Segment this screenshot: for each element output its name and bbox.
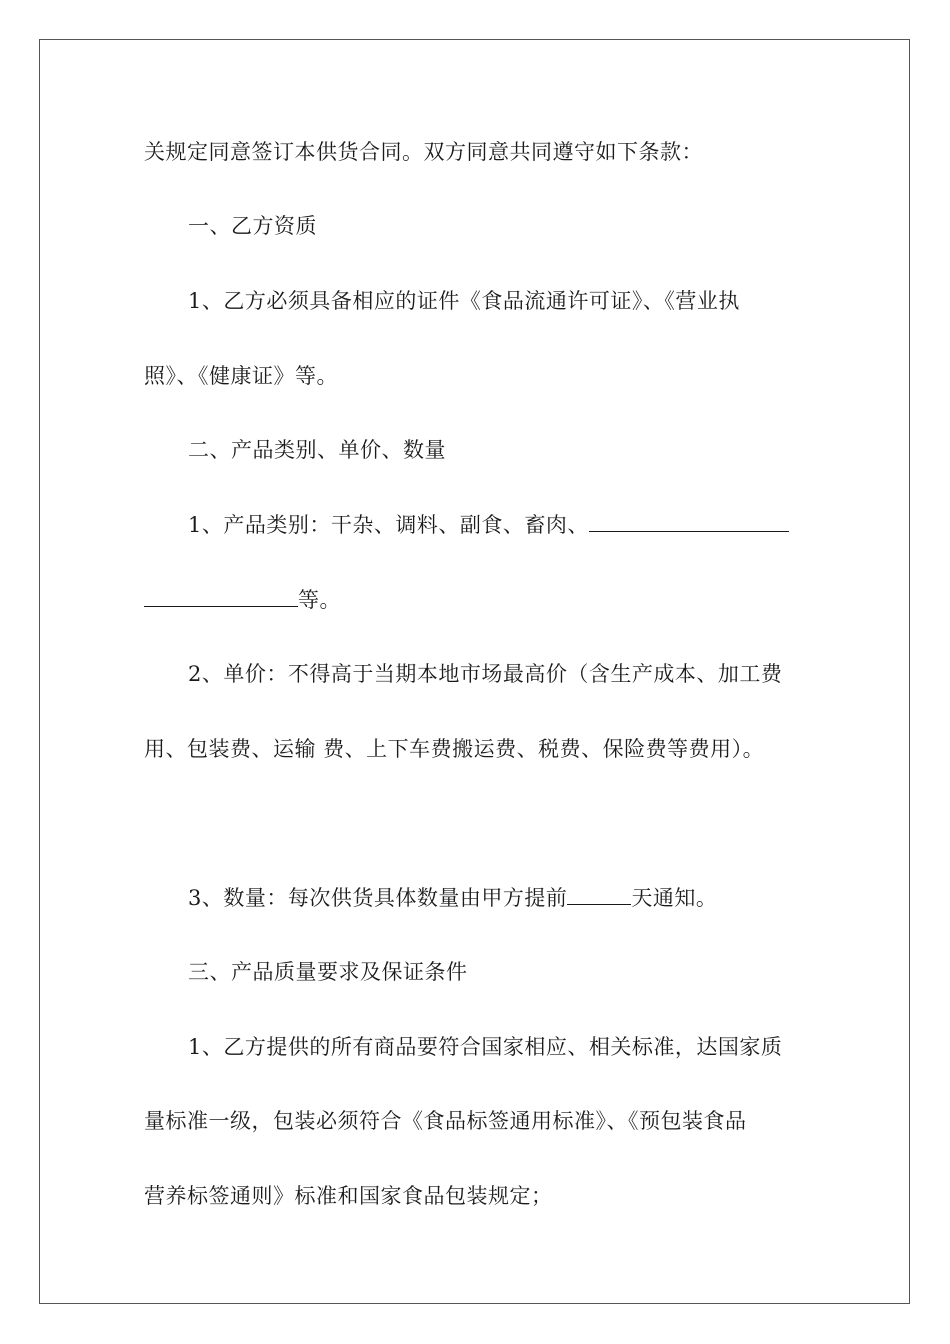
text-line-clause-3-1a: 1、乙方提供的所有商品要符合国家相应、相关标准，达国家质 [188, 1035, 783, 1059]
text-line-clause-3-1c: 营养标签通则》标准和国家食品包装规定； [144, 1184, 553, 1208]
text-line-clause-3-1b: 量标准一级，包装必须符合《食品标签通用标准》、《预包装食品 [144, 1109, 747, 1133]
fill-in-blank-category[interactable] [589, 511, 789, 532]
section-heading-products: 二、产品类别、单价、数量 [188, 438, 446, 462]
fill-in-blank-category-2[interactable] [144, 586, 298, 607]
clause-2-3-end: 天通知。 [631, 886, 718, 910]
text-line-clause-1-1a: 1、乙方必须具备相应的证件《食品流通许可证》、《营业执 [188, 289, 740, 313]
text-line-clause-2-2b: 用、包装费、运输 费、上下车费搬运费、税费、保险费等费用）。 [144, 737, 765, 761]
text-line-clause-2-2a: 2、单价：不得高于当期本地市场最高价（含生产成本、加工费 [188, 662, 783, 686]
section-heading-quality: 三、产品质量要求及保证条件 [188, 960, 468, 984]
text-line-intro: 关规定同意签订本供货合同。双方同意共同遵守如下条款： [144, 140, 703, 164]
text-line-clause-2-1a [188, 511, 789, 539]
section-heading-qualification: 一、乙方资质 [188, 214, 317, 238]
clause-2-3-text: 3、数量：每次供货具体数量由甲方提前 [188, 886, 568, 910]
fill-in-blank-days[interactable] [567, 884, 631, 905]
text-line-clause-1-1b: 照》、《健康证》等。 [144, 364, 338, 388]
text-line-clause-2-1b [144, 586, 341, 614]
clause-2-1-end: 等。 [298, 588, 341, 612]
clause-2-1-text: 1、产品类别：干杂、调料、副食、畜肉、 [188, 513, 589, 537]
text-line-clause-2-3 [188, 884, 717, 912]
